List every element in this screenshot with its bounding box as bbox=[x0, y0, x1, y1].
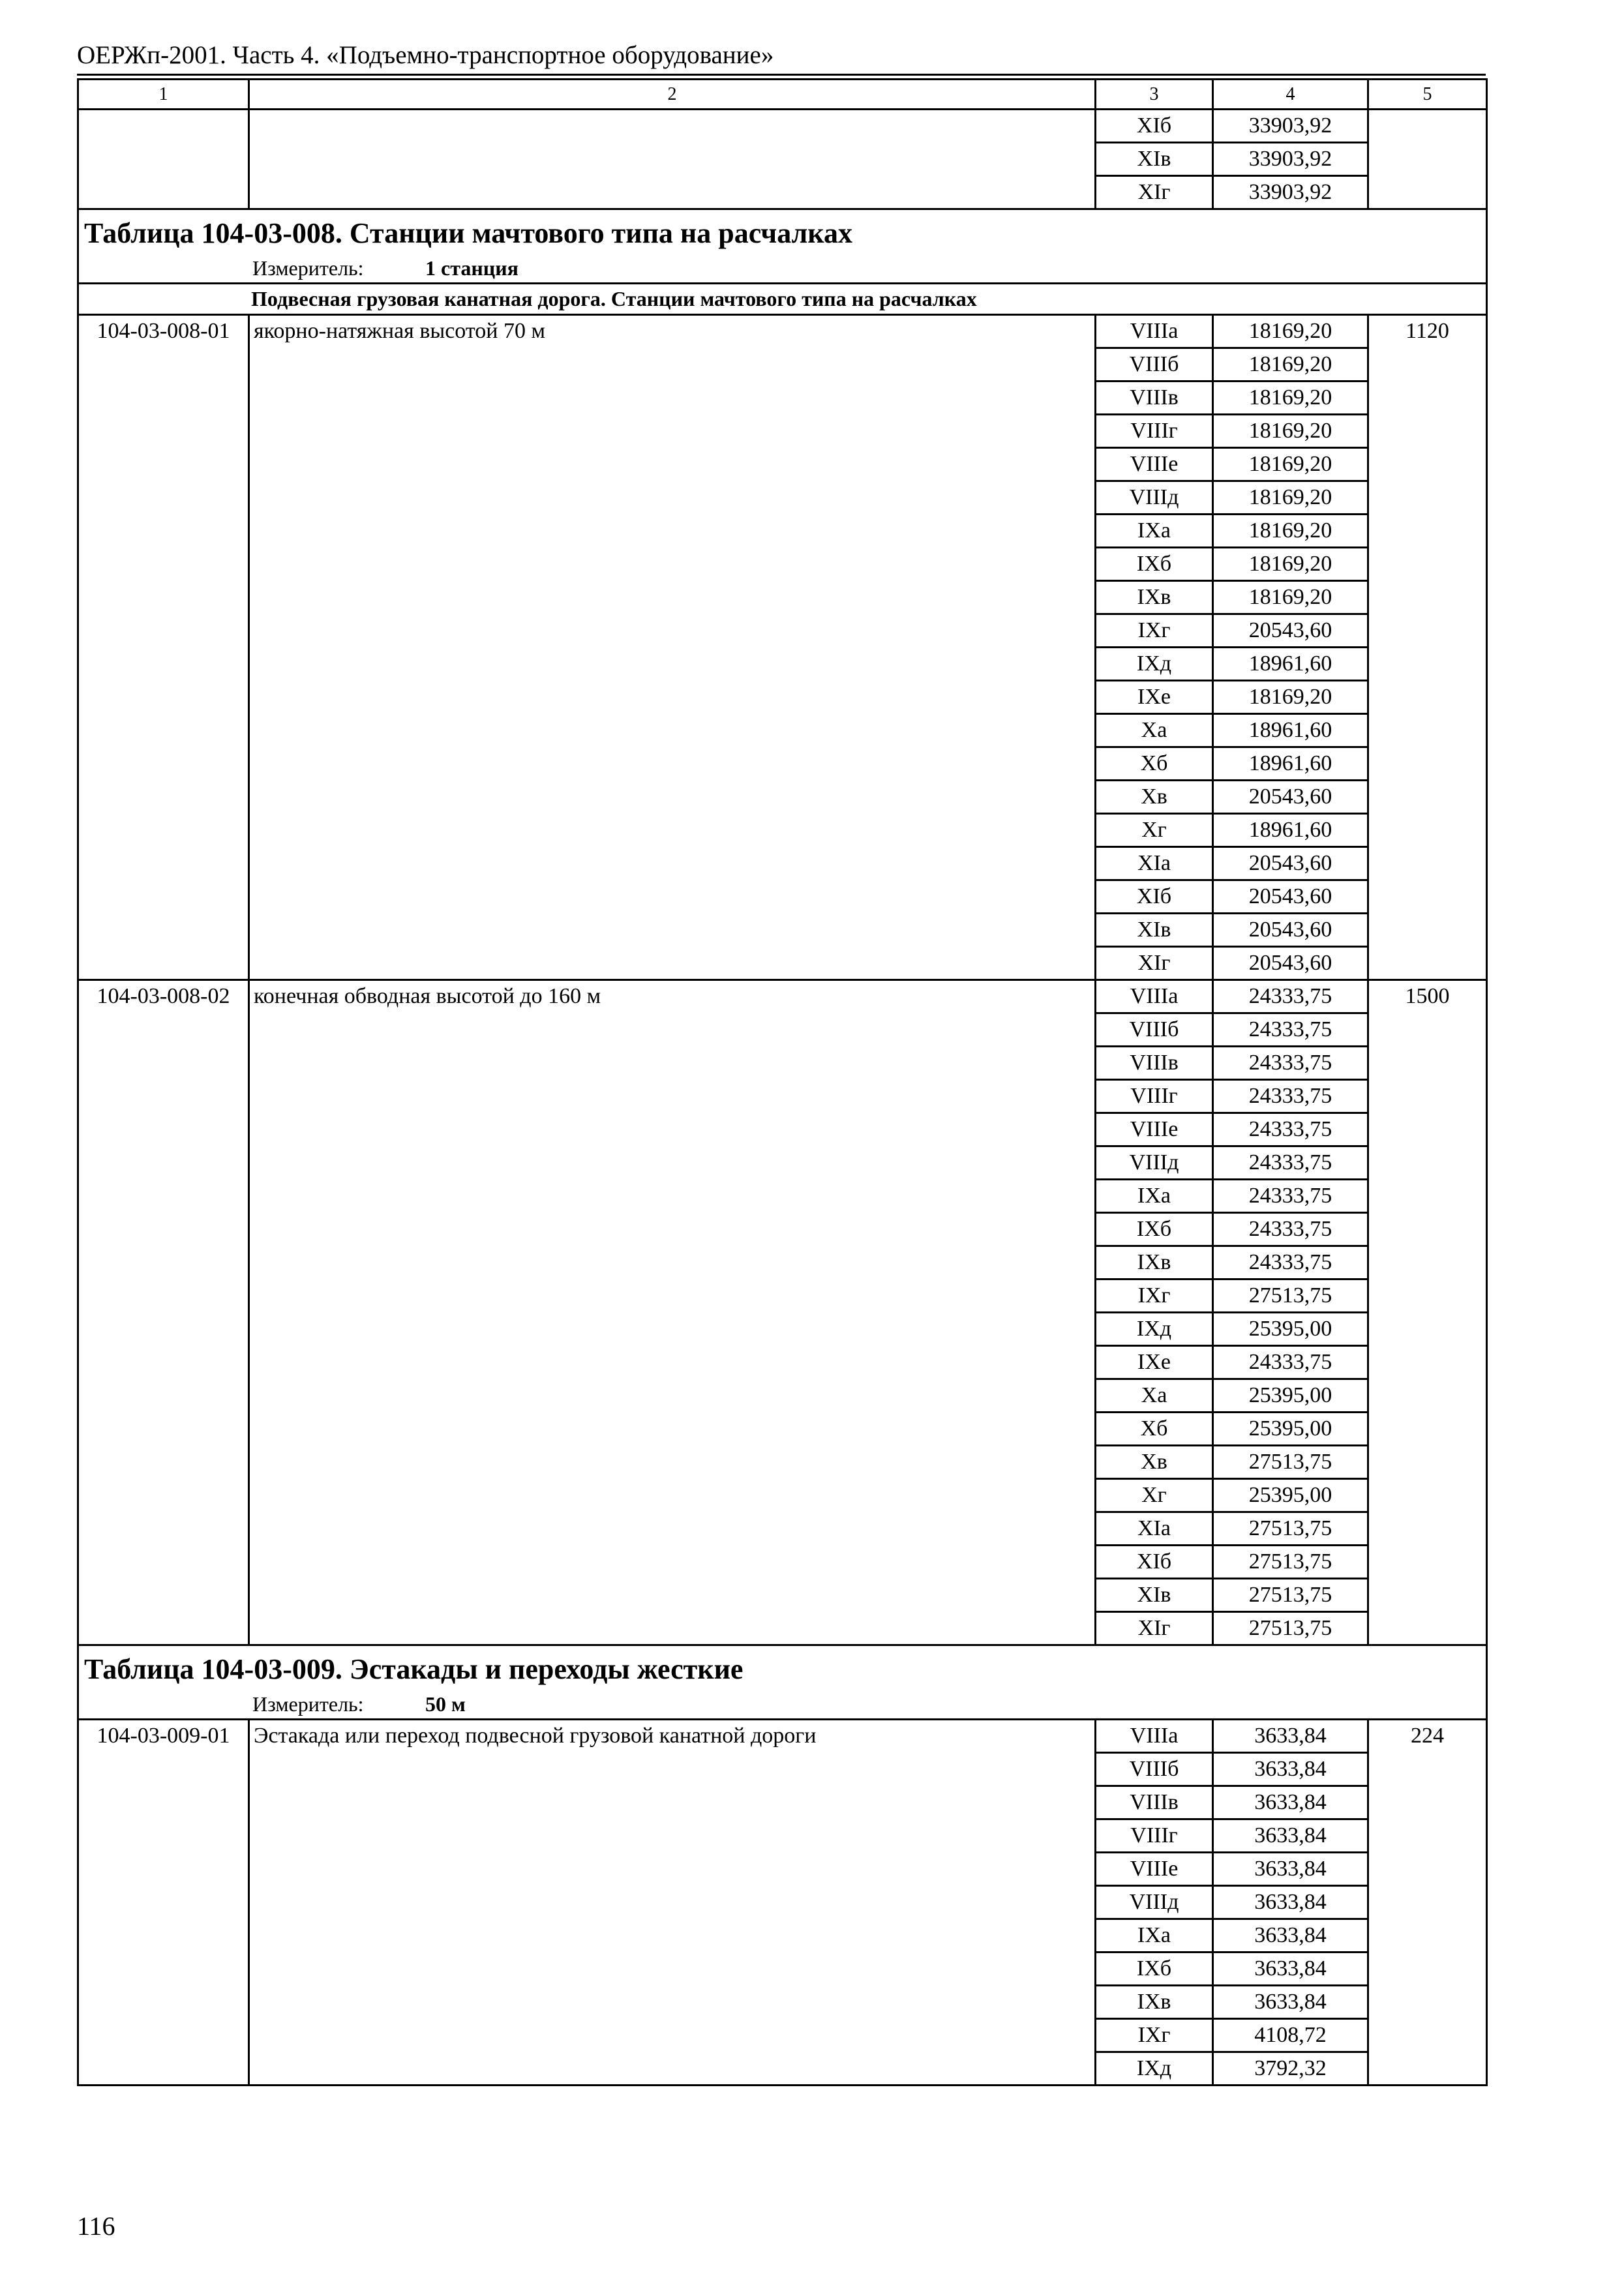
price-cell: 3633,84 bbox=[1213, 1753, 1368, 1786]
table-title-row bbox=[78, 209, 1487, 255]
zone-cell: VIIIд bbox=[1096, 481, 1213, 515]
item-code: 104-03-009-01 bbox=[78, 1720, 249, 2086]
zone-cell: VIIIе bbox=[1096, 448, 1213, 481]
price-cell: 20543,60 bbox=[1213, 947, 1368, 980]
zone-cell: VIIIг bbox=[1096, 1080, 1213, 1113]
zone-cell: XIг bbox=[1096, 176, 1213, 209]
column-number-row bbox=[78, 80, 1487, 110]
price-cell: 24333,75 bbox=[1213, 1346, 1368, 1379]
price-cell: 18961,60 bbox=[1213, 714, 1368, 747]
zone-cell: VIIIа bbox=[1096, 1720, 1213, 1753]
price-cell: 24333,75 bbox=[1213, 1180, 1368, 1213]
price-cell: 18169,20 bbox=[1213, 315, 1368, 348]
zone-cell: Xг bbox=[1096, 814, 1213, 847]
zone-cell: VIIIе bbox=[1096, 1113, 1213, 1146]
price-cell: 25395,00 bbox=[1213, 1313, 1368, 1346]
zone-cell: IXб bbox=[1096, 548, 1213, 581]
col5-cell bbox=[1368, 110, 1487, 209]
table-title: Таблица 104-03-008. Станции мачтового типа на расчалках bbox=[78, 209, 1487, 255]
zone-cell: IXб bbox=[1096, 1952, 1213, 1986]
zone-cell: VIIIа bbox=[1096, 980, 1213, 1013]
measure bbox=[78, 255, 1487, 284]
item-row bbox=[78, 315, 1487, 348]
carryover-row bbox=[78, 110, 1487, 143]
price-cell: 33903,92 bbox=[1213, 176, 1368, 209]
zone-cell: VIIIг bbox=[1096, 415, 1213, 448]
price-cell: 27513,75 bbox=[1213, 1279, 1368, 1313]
measure bbox=[78, 1691, 1487, 1720]
price-cell: 20543,60 bbox=[1213, 781, 1368, 814]
item-row bbox=[78, 980, 1487, 1013]
col5-cell: 224 bbox=[1368, 1720, 1487, 2086]
price-cell: 18169,20 bbox=[1213, 448, 1368, 481]
measure-value: 1 станция bbox=[425, 256, 519, 280]
column-number: 1 bbox=[78, 80, 249, 110]
price-cell: 24333,75 bbox=[1213, 1047, 1368, 1080]
zone-cell: VIIIе bbox=[1096, 1853, 1213, 1886]
zone-cell: IXг bbox=[1096, 614, 1213, 648]
price-table bbox=[77, 78, 1488, 2086]
price-cell: 27513,75 bbox=[1213, 1446, 1368, 1479]
zone-cell: XIа bbox=[1096, 1512, 1213, 1546]
page-header: ОЕРЖп-2001. Часть 4. «Подъемно-транспортное оборудование» bbox=[77, 41, 774, 69]
zone-cell: VIIIб bbox=[1096, 1013, 1213, 1047]
zone-cell: XIг bbox=[1096, 1612, 1213, 1645]
price-cell: 25395,00 bbox=[1213, 1379, 1368, 1413]
price-cell: 3633,84 bbox=[1213, 1819, 1368, 1853]
price-cell: 33903,92 bbox=[1213, 110, 1368, 143]
column-number: 4 bbox=[1213, 80, 1368, 110]
price-cell: 18169,20 bbox=[1213, 681, 1368, 714]
price-cell: 20543,60 bbox=[1213, 614, 1368, 648]
price-cell: 33903,92 bbox=[1213, 143, 1368, 176]
measure-label: Измеритель: bbox=[252, 1692, 364, 1716]
price-table-body bbox=[78, 80, 1487, 2086]
price-cell: 25395,00 bbox=[1213, 1479, 1368, 1512]
zone-cell: Xа bbox=[1096, 1379, 1213, 1413]
zone-cell: Xа bbox=[1096, 714, 1213, 747]
column-number: 3 bbox=[1096, 80, 1213, 110]
price-cell: 3792,32 bbox=[1213, 2052, 1368, 2086]
zone-cell: XIг bbox=[1096, 947, 1213, 980]
price-cell: 27513,75 bbox=[1213, 1546, 1368, 1579]
price-cell: 18169,20 bbox=[1213, 348, 1368, 382]
price-cell: 20543,60 bbox=[1213, 914, 1368, 947]
price-cell: 18961,60 bbox=[1213, 814, 1368, 847]
price-cell: 24333,75 bbox=[1213, 1080, 1368, 1113]
price-cell: 18169,20 bbox=[1213, 382, 1368, 415]
item-name: якорно-натяжная высотой 70 м bbox=[249, 315, 1096, 980]
zone-cell: XIб bbox=[1096, 880, 1213, 914]
col5-cell: 1500 bbox=[1368, 980, 1487, 1645]
item-row bbox=[78, 1720, 1487, 1753]
price-cell: 3633,84 bbox=[1213, 1986, 1368, 2019]
zone-cell: VIIIд bbox=[1096, 1146, 1213, 1180]
item-name: конечная обводная высотой до 160 м bbox=[249, 980, 1096, 1645]
measure-label: Измеритель: bbox=[252, 256, 364, 280]
measure-row bbox=[78, 1691, 1487, 1720]
price-cell: 3633,84 bbox=[1213, 1886, 1368, 1919]
item-code bbox=[78, 110, 249, 209]
price-cell: 18169,20 bbox=[1213, 481, 1368, 515]
price-cell: 20543,60 bbox=[1213, 847, 1368, 880]
zone-cell: VIIIг bbox=[1096, 1819, 1213, 1853]
zone-cell: IXд bbox=[1096, 2052, 1213, 2086]
zone-cell: VIIIв bbox=[1096, 1047, 1213, 1080]
zone-cell: XIв bbox=[1096, 1579, 1213, 1612]
price-cell: 18169,20 bbox=[1213, 581, 1368, 614]
zone-cell: Xб bbox=[1096, 747, 1213, 781]
price-cell: 24333,75 bbox=[1213, 1013, 1368, 1047]
measure-row bbox=[78, 255, 1487, 284]
price-cell: 24333,75 bbox=[1213, 980, 1368, 1013]
col5-cell: 1120 bbox=[1368, 315, 1487, 980]
price-cell: 3633,84 bbox=[1213, 1952, 1368, 1986]
zone-cell: IXе bbox=[1096, 1346, 1213, 1379]
item-name bbox=[249, 110, 1096, 209]
price-cell: 24333,75 bbox=[1213, 1213, 1368, 1246]
zone-cell: IXв bbox=[1096, 1246, 1213, 1279]
price-cell: 3633,84 bbox=[1213, 1919, 1368, 1952]
zone-cell: IXа bbox=[1096, 1180, 1213, 1213]
zone-cell: XIб bbox=[1096, 110, 1213, 143]
zone-cell: IXа bbox=[1096, 515, 1213, 548]
measure-value: 50 м bbox=[425, 1692, 466, 1716]
table-title-row bbox=[78, 1645, 1487, 1691]
price-cell: 4108,72 bbox=[1213, 2019, 1368, 2052]
price-cell: 18961,60 bbox=[1213, 747, 1368, 781]
zone-cell: IXд bbox=[1096, 1313, 1213, 1346]
price-cell: 27513,75 bbox=[1213, 1612, 1368, 1645]
zone-cell: IXг bbox=[1096, 2019, 1213, 2052]
column-number: 2 bbox=[249, 80, 1096, 110]
price-cell: 24333,75 bbox=[1213, 1113, 1368, 1146]
price-cell: 25395,00 bbox=[1213, 1413, 1368, 1446]
price-cell: 27513,75 bbox=[1213, 1579, 1368, 1612]
zone-cell: Xб bbox=[1096, 1413, 1213, 1446]
zone-cell: IXа bbox=[1096, 1919, 1213, 1952]
zone-cell: VIIIб bbox=[1096, 1753, 1213, 1786]
zone-cell: VIIIв bbox=[1096, 382, 1213, 415]
price-cell: 18169,20 bbox=[1213, 548, 1368, 581]
zone-cell: XIб bbox=[1096, 1546, 1213, 1579]
zone-cell: IXд bbox=[1096, 648, 1213, 681]
zone-cell: IXв bbox=[1096, 1986, 1213, 2019]
price-cell: 20543,60 bbox=[1213, 880, 1368, 914]
subheading: Подвесная грузовая канатная дорога. Станции мачтового типа на расчалках bbox=[78, 284, 1487, 315]
price-cell: 27513,75 bbox=[1213, 1512, 1368, 1546]
zone-cell: VIIIв bbox=[1096, 1786, 1213, 1819]
price-cell: 18169,20 bbox=[1213, 415, 1368, 448]
column-number: 5 bbox=[1368, 80, 1487, 110]
table-title: Таблица 104-03-009. Эстакады и переходы жесткие bbox=[78, 1645, 1487, 1691]
page-number: 116 bbox=[77, 2211, 115, 2241]
zone-cell: IXв bbox=[1096, 581, 1213, 614]
item-code: 104-03-008-01 bbox=[78, 315, 249, 980]
zone-cell: XIа bbox=[1096, 847, 1213, 880]
price-table-container bbox=[77, 78, 1486, 2086]
header-rule bbox=[77, 74, 1486, 76]
item-name: Эстакада или переход подвесной грузовой канатной дороги bbox=[249, 1720, 1096, 2086]
price-cell: 18961,60 bbox=[1213, 648, 1368, 681]
zone-cell: VIIIа bbox=[1096, 315, 1213, 348]
zone-cell: Xг bbox=[1096, 1479, 1213, 1512]
price-cell: 3633,84 bbox=[1213, 1853, 1368, 1886]
subheading-row bbox=[78, 284, 1487, 315]
price-cell: 3633,84 bbox=[1213, 1720, 1368, 1753]
item-code: 104-03-008-02 bbox=[78, 980, 249, 1645]
zone-cell: Xв bbox=[1096, 1446, 1213, 1479]
price-cell: 24333,75 bbox=[1213, 1246, 1368, 1279]
price-cell: 24333,75 bbox=[1213, 1146, 1368, 1180]
zone-cell: IXб bbox=[1096, 1213, 1213, 1246]
zone-cell: XIв bbox=[1096, 914, 1213, 947]
zone-cell: IXе bbox=[1096, 681, 1213, 714]
price-cell: 3633,84 bbox=[1213, 1786, 1368, 1819]
zone-cell: XIв bbox=[1096, 143, 1213, 176]
zone-cell: VIIIб bbox=[1096, 348, 1213, 382]
zone-cell: Xв bbox=[1096, 781, 1213, 814]
price-cell: 18169,20 bbox=[1213, 515, 1368, 548]
zone-cell: IXг bbox=[1096, 1279, 1213, 1313]
zone-cell: VIIIд bbox=[1096, 1886, 1213, 1919]
